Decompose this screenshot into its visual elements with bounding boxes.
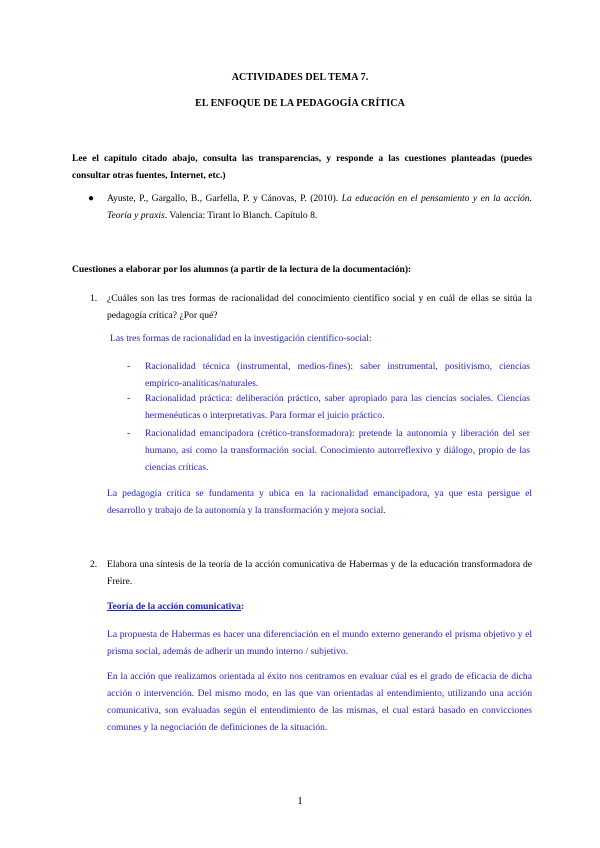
- list-item-practical: Racionalidad práctica: deliberación práctico, saber apropiado para las ciencias sociales. Ciencias hermenéuticas o interpretativas. Para formar el juicio práctico.: [145, 393, 530, 421]
- answer-1-conclusion: La pedagogía crítica se fundamenta y ubica en la racionalidad emancipadora, ya que esta persigue el desarrollo y trabajo de la autonomía y la transformación y mejora social.: [107, 488, 532, 516]
- dash-bullet-icon: -: [127, 428, 131, 439]
- bullet-icon: ●: [88, 193, 95, 204]
- question-2-text: Elabora una síntesis de la teoría de la acción comunicativa de Habermas y de la educación transformadora de Freire.: [107, 559, 532, 587]
- list-item-emancipatory: Racionalidad emancipadora (crético-transformadora): pretende la autonomía y liberación del ser humano, así como la transformación social. Conocimiento autorreflexivo y diálogo, propio de las ciencias críticas.: [145, 428, 530, 473]
- question-2-number: 2.: [90, 559, 98, 570]
- dash-bullet-icon: -: [127, 361, 131, 372]
- dash-bullet-icon: -: [127, 393, 131, 404]
- activity-title: ACTIVIDADES DEL TEMA 7.: [231, 72, 369, 83]
- list-item-technical: Racionalidad técnica (instrumental, medios-fines): saber instrumental, positivismo, ciencias empírico-analíticas/naturales.: [145, 361, 530, 389]
- section-heading: [107, 598, 532, 615]
- reference-title: La educación en el pensamiento y en la acción. Teoría y praxis: [107, 193, 532, 221]
- page-number: 1: [297, 795, 303, 807]
- question-1-text: ¿Cuáles son las tres formas de racionalidad del conocimiento científico social y en cuál de ellas se sitúa la pedagogía crítica? ¿Por qué?: [107, 293, 532, 321]
- section-heading-text: Teoría de la acción comunicativa: [107, 601, 241, 612]
- reference-publisher: . Valencia: Tirant lo Blanch. Capítulo 8.: [164, 210, 318, 221]
- questions-heading: Cuestiones a elaborar por los alumnos (a partir de la lectura de la documentación):: [72, 264, 412, 275]
- habermas-paragraph-1: La propuesta de Habermas es hacer una diferenciación en el mundo externo generando el prisma objetivo y el prisma social, además de adherir un mundo interno / subjetivo.: [107, 629, 532, 657]
- reference-authors: Ayuste, P., Gargallo, B., Garfella, P. y Cánovas, P. (2010).: [107, 193, 342, 204]
- topic-title: EL ENFOQUE DE LA PEDAGOGÍA CRÍTICA: [195, 98, 405, 109]
- bibliographic-reference: [107, 190, 532, 224]
- section-heading-colon: :: [240, 601, 245, 612]
- instruction-text: Lee el capítulo citado abajo, consulta las transparencias, y responde a las cuestiones planteadas (puedes consultar otras fuentes, Internet, etc.): [72, 153, 532, 181]
- question-1-number: 1.: [90, 293, 98, 304]
- habermas-paragraph-2: En la acción que realizamos orientada al éxito nos centramos en evaluar cúal es el grado de eficacia de dicha acción o intervención. Del mismo modo, en las que van orientadas al entendimiento, utilizando una acción comunicativa, son evaluadas según el entendimiento de las mismas, el cual estará basado en convicciones comunes y la negociación de definiciones de la situación.: [107, 671, 532, 733]
- answer-1-intro: Las tres formas de racionalidad en la investigación científico-social:: [110, 333, 372, 344]
